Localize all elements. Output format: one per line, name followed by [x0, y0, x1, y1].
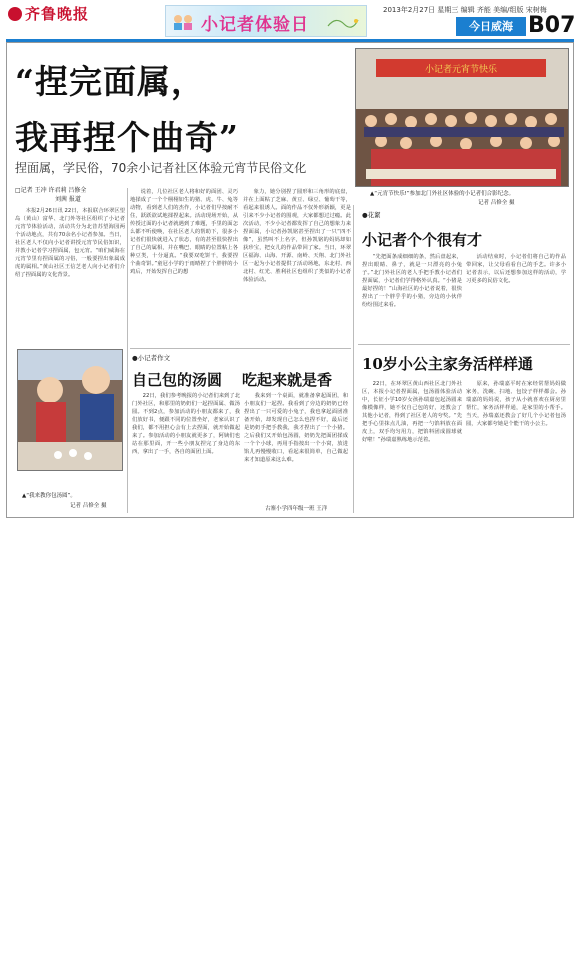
kids-illustration-icon [172, 12, 196, 30]
section-divider [130, 348, 351, 349]
essay-author: 古寨小学四年级一班 王洋 [265, 506, 328, 512]
right-section-tag: ●花絮 [362, 211, 381, 219]
main-photo-credit: 记者 吕修全 摄 [478, 200, 515, 206]
issue-designer: 美编/组版 宋树梅 [493, 6, 547, 14]
right-top-column-1: “先把面条成细细的条，然后盘起来，捏出眼睛、鼻子，就是一只漂亮的小兔子。”北门外社区的老人手把手教小记者们捏面属，小记者们学得格外认真。“小猪是最好捏的！”山海社区的小记者说着，很快捏出了一个胖乎乎的小猪，旁边的小伙伴纷纷围过来看。 [362, 254, 462, 308]
headline-line1: “捏完面属， [15, 62, 205, 101]
subheadline: 捏面属，学民俗，70余小记者社区体验元宵节民俗文化 [15, 161, 307, 175]
right-bottom-column-1: 22日，在环翠区黄山西社区北门外社区，本报小记者捏面属，包汤圆体验活动中，长征小学10岁女孩孙瑞嘉包起汤圆来像模像样，她不仅自己包的好，还教会了其他小记者，得到了社区老人的夸奖。“先把手心里抹点儿油，再把一勺馅料放在面皮上，双手均匀用力，把馅料团成圆球就好啦！”孙瑞嘉熟练地示范着。 [362, 381, 462, 443]
issue-meta [383, 5, 547, 15]
main-photo [355, 48, 569, 187]
headline-line2: 我再捏个曲奇” [15, 118, 239, 157]
decor-flourish-icon [326, 15, 360, 29]
right-top-column-2: 活动结束时，小记者们将自己的作品带回家，让父母看看自己的手艺。许多小记者表示，以后还想参加这样的活动，学习更多的民俗文化。 [466, 254, 566, 284]
circle-bullet-icon: ● [362, 211, 368, 219]
main-photo-caption: ▲“元宵节快乐!”参加北门外社区体验的小记者们合影纪念。 [370, 191, 515, 197]
column-divider [127, 188, 128, 513]
issue-weekday: 星期三 [437, 6, 459, 14]
essay-section-tag: ●小记者作文 [132, 354, 171, 362]
essay-column-1: 22日，我们参考晚报的小记者们来到了北门外社区，和那里的奶奶们一起捏面属、做汤圆。不到2点，参加活动的小朋友都来了，我们放好书，便跟不同的位置坐好，老家认识了我们，都不用担心会有上去捏面，就开始做起来了。参加活动的小朋友就更多了，阿姨们也站在那里面，开一些小朋友捏完了身边的东西，拿出了一手，各自的面团上面。 [132, 393, 240, 455]
column-divider [353, 205, 354, 513]
banner-title: 小记者体验日 [201, 15, 309, 35]
page-number: B07 [528, 13, 576, 38]
section-divider [358, 344, 570, 345]
section-name: 今日威海 [456, 17, 526, 36]
right-bottom-headline: 10岁小公主家务活样样通 [362, 355, 533, 373]
right-bottom-column-2: 原来，孙瑞嘉平时在家经常帮妈妈做家务，洗碗、扫地、包饺子样样都会。孙瑞嘉的妈妈说，孩子从小就喜欢在厨房里帮忙，家务活样样通，是家里的小帮手。当天，孙瑞嘉还教会了好几个小记者包汤圆，大家都夸她是个能干的小公主。 [466, 381, 566, 427]
article-column-3: 象力，她分别捏了圆形和三角形的底盘，并在上面粘了芝麻、黄豆、绿豆、葡萄干等，看起来很诱人。面的作品不仅外形新颖，更是引来不少小记者的围观，大家都想过过瘾。此次活动，不少小记者都发挥了自己的想象力来捏面属，小记者孙凯铭甚至捏出了一只“四不像”，虽然叫不上名字，但孙凯铭的妈妈却如获珍宝，把女儿的作品带回了家。当日，环翠区福海、山海、开源、南岭、天翔、北门外社区一起为小记者提供了活动场地，东北村、西北村、红光、胜利社区也组织了类似的小记者体验活动。 [243, 189, 351, 283]
byline-line2: 刘茜 报道 [55, 196, 81, 203]
article-column-2: 说着，几位社区老人将和好的面团、灵巧地揉成了一个个栩栩如生的猪、虎、牛、兔等动物，看到老人们的杰作，小记者们早按耐不住，跃跃欲试地揉捏起来。活动现场开始，从传授过面的小记者就遇到了难题，手里的面怎么都不听使唤，在社区老人的帮助下，很多小记者们很快就进入了状态，有的甚至很快捏出了自己的属相，并在嘴巴、眼睛的位置粘上各种豆类，十分逼真。“我要双吃饼干，我要捏个曲奇饼。”童冠小学的于雨晴捏了个胖胖的小鸡后，开始发挥自己的想 [130, 189, 238, 275]
article-byline [15, 186, 86, 204]
issue-editor: 编辑 齐能 [460, 6, 491, 14]
feature-banner [165, 5, 367, 37]
small-photo-caption: ▲“我来教你包汤圆”。 [22, 493, 76, 499]
masthead-logo [8, 3, 89, 24]
small-photo [17, 349, 123, 471]
issue-date: 2013年2月27日 [383, 6, 436, 14]
masthead-name: 齐鲁晚报 [25, 5, 90, 23]
byline-line1: □记者 王冲 许君莉 吕修全 [15, 187, 87, 194]
right-top-headline: 小记者个个很有才 [362, 231, 483, 249]
essay-column-2: 我来到一个桌面，就准备拿起面团，和小朋友们一起捏。我看到了旁边的奶奶已经捏出了一只可爱的小兔子，我也拿起面团准备开始，却发现自己怎么也捏不好，最后还是奶奶手把手教我，我才捏出了一个小猪。之后我们又开始包汤圆，奶奶先把面团揉成一个个小球，再用手指按出一个小窝，放进馅儿再慢慢收口，看起来很简单，自己做起来才知道原来这么难。 [244, 393, 348, 463]
essay-headline-right: 吃起来就是香 [242, 371, 333, 389]
circle-bullet-icon: ● [132, 354, 138, 362]
masthead-emblem-icon [8, 7, 22, 21]
photo-banner-text: 小记者元宵节快乐 [424, 65, 498, 75]
article-column-1: 本报2月26日讯 22日，本报联合环翠区望岛（黄山）富华、北门外等社区组织了小记者元宵节体验活动，活动共分为北昔苏望海园两个活动地点，共有70余名小记者参加。当日，社区老人不仅向小记者讲授元宵节民俗知识，并教小记者学习捏面属，包元宵。“咱们威海在元宵节里有捏面属的习俗，一般要捏出象属成虎的属相。”黄山社区王信芝老人向小记者们介绍了捏面属的文化背景。 [15, 208, 125, 278]
small-photo-credit: 记者 吕修全 摄 [70, 503, 107, 509]
essay-headline-left: 自己包的汤圆 [132, 371, 223, 389]
